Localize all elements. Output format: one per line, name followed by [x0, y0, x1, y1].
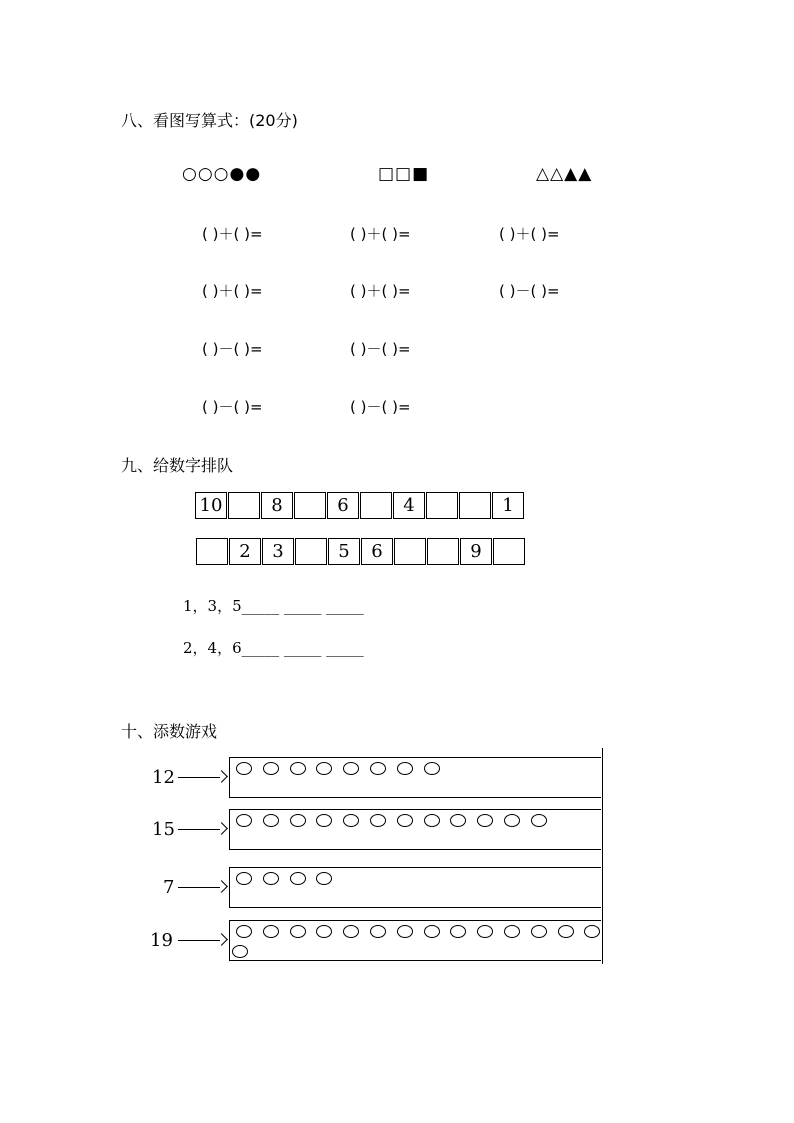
number-cell[interactable]: 5	[328, 538, 360, 565]
square-group-shapes: □□■	[378, 164, 430, 184]
circle-icon	[316, 925, 332, 938]
number-cell[interactable]	[394, 538, 426, 565]
equation-blank[interactable]: ( )＋( )=	[350, 282, 411, 300]
number-cell[interactable]	[360, 492, 392, 519]
circle-icon	[290, 872, 306, 885]
arrow-right-icon	[178, 823, 226, 835]
circle-icon	[584, 925, 600, 938]
equation-blank[interactable]: ( )＋( )=	[499, 225, 560, 243]
circle-icon	[236, 872, 252, 885]
equation-blank[interactable]: ( )－( )=	[499, 282, 560, 300]
section-9-title: 九、给数字排队	[121, 456, 234, 475]
number-cell[interactable]	[196, 538, 228, 565]
equation-blank[interactable]: ( )－( )=	[350, 340, 411, 358]
number-cell[interactable]	[427, 538, 459, 565]
circle-icon	[397, 925, 413, 938]
circle-icon	[370, 762, 386, 775]
circle-icon	[343, 762, 359, 775]
number-cell[interactable]	[426, 492, 458, 519]
circle-icon	[558, 925, 574, 938]
circle-icon	[316, 762, 332, 775]
equation-blank[interactable]: ( )－( )=	[202, 398, 263, 416]
circle-icon	[236, 814, 252, 827]
circle-icon	[424, 814, 440, 827]
number-cell[interactable]: 6	[327, 492, 359, 519]
target-number: 19	[150, 930, 173, 951]
circle-icon	[263, 762, 279, 775]
target-number: 15	[152, 819, 175, 840]
arrow-right-icon	[178, 771, 226, 783]
circle-icon	[263, 872, 279, 885]
circle-icon	[290, 762, 306, 775]
circle-icon	[397, 814, 413, 827]
circle-icon	[504, 925, 520, 938]
number-cell[interactable]: 9	[460, 538, 492, 565]
circle-icon	[370, 925, 386, 938]
target-number: 12	[152, 767, 175, 788]
equation-blank[interactable]: ( )＋( )=	[202, 225, 263, 243]
number-cell[interactable]: 4	[393, 492, 425, 519]
equation-blank[interactable]: ( )－( )=	[350, 398, 411, 416]
circle-icon	[424, 925, 440, 938]
circle-icon	[263, 814, 279, 827]
circle-icon	[316, 814, 332, 827]
triangle-group-shapes: △△▲▲	[536, 164, 593, 184]
circle-frame[interactable]	[229, 920, 601, 961]
number-cell[interactable]	[493, 538, 525, 565]
circle-icon	[450, 814, 466, 827]
number-cell[interactable]: 6	[361, 538, 393, 565]
circle-icon	[531, 925, 547, 938]
number-cell[interactable]: 10	[195, 492, 227, 519]
circle-icon	[236, 925, 252, 938]
number-cell[interactable]	[459, 492, 491, 519]
number-row-2	[196, 538, 526, 565]
circle-icon	[343, 925, 359, 938]
circle-icon	[343, 814, 359, 827]
circle-icon	[236, 762, 252, 775]
circle-frame[interactable]	[229, 867, 601, 908]
equation-blank[interactable]: ( )＋( )=	[350, 225, 411, 243]
circle-icon	[477, 814, 493, 827]
number-cell[interactable]: 3	[262, 538, 294, 565]
target-number: 7	[163, 877, 175, 898]
circle-icon	[232, 945, 248, 958]
number-cell[interactable]: 2	[229, 538, 261, 565]
circle-icon	[290, 925, 306, 938]
circle-icon	[424, 762, 440, 775]
number-cell[interactable]	[294, 492, 326, 519]
circle-icon	[450, 925, 466, 938]
circle-icon	[504, 814, 520, 827]
equation-blank[interactable]: ( )－( )=	[202, 340, 263, 358]
circle-icon	[531, 814, 547, 827]
equation-blank[interactable]: ( )＋( )=	[202, 282, 263, 300]
circle-frame[interactable]	[229, 809, 601, 850]
sequence-odd[interactable]: 1，3，5_____ _____ _____	[183, 597, 364, 615]
arrow-right-icon	[178, 934, 226, 946]
number-cell[interactable]: 1	[492, 492, 524, 519]
number-row-1	[195, 492, 525, 519]
arrow-right-icon	[178, 881, 226, 893]
number-cell[interactable]	[228, 492, 260, 519]
circle-icon	[370, 814, 386, 827]
section-10-title: 十、添数游戏	[121, 722, 218, 741]
circle-icon	[290, 814, 306, 827]
circle-icon	[477, 925, 493, 938]
right-border-line	[602, 748, 603, 964]
circle-icon	[316, 872, 332, 885]
circle-frame[interactable]	[229, 757, 601, 798]
number-cell[interactable]	[295, 538, 327, 565]
section-8-title: 八、看图写算式：(20分)	[121, 111, 298, 130]
sequence-even[interactable]: 2，4，6_____ _____ _____	[183, 639, 364, 657]
number-cell[interactable]: 8	[261, 492, 293, 519]
circle-group-shapes: ○○○●●	[182, 164, 262, 184]
circle-icon	[263, 925, 279, 938]
circle-icon	[397, 762, 413, 775]
